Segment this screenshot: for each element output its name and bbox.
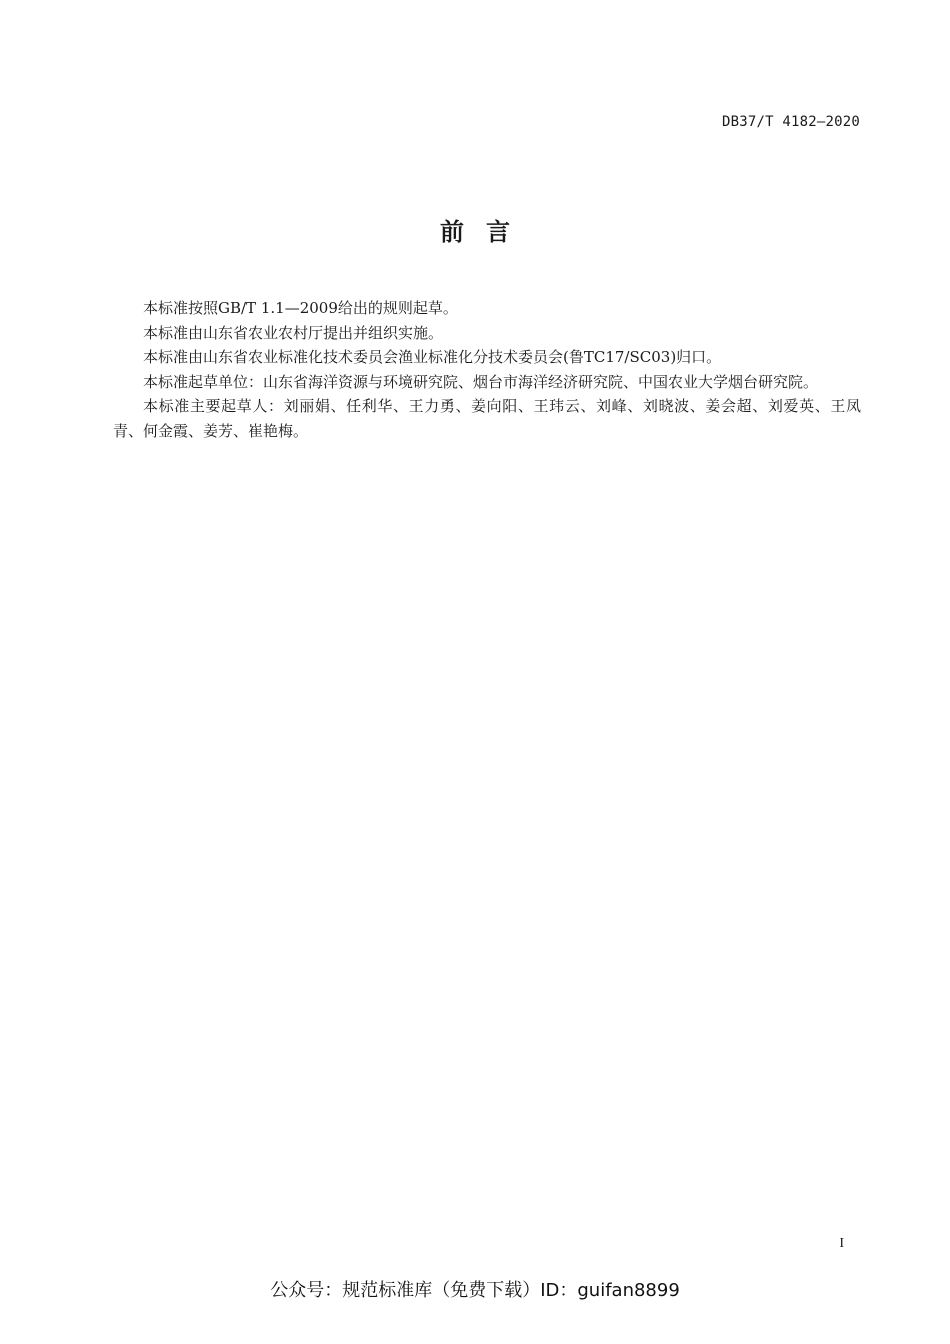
paragraph-drafting-units: 本标准起草单位：山东省海洋资源与环境研究院、烟台市海洋经济研究院、中国农业大学烟台研究院。 xyxy=(143,372,819,391)
foreword-body xyxy=(113,296,861,443)
paragraph-committee: 本标准由山东省农业标准化技术委员会渔业标准化分技术委员会(鲁TC17/SC03)归口。 xyxy=(143,348,722,366)
paragraph-proposer: 本标准由山东省农业农村厅提出并组织实施。 xyxy=(143,323,444,342)
standard-number: DB37/T 4182—2020 xyxy=(721,114,860,130)
paragraph-drafting-rules: 本标准按照GB/T 1.1—2009给出的规则起草。 xyxy=(143,299,458,317)
section-title: 前言 xyxy=(440,218,532,246)
paragraph-drafters: 本标准主要起草人：刘丽娟、任利华、王力勇、姜向阳、王玮云、刘峰、刘晓波、姜会超、刘爱英、王凤青、何金霞、姜芳、崔艳梅。 xyxy=(113,397,861,440)
page-number: I xyxy=(839,1236,844,1251)
footer-notice: 公众号：规范标准库（免费下载）ID：guifan8899 xyxy=(270,1280,680,1301)
